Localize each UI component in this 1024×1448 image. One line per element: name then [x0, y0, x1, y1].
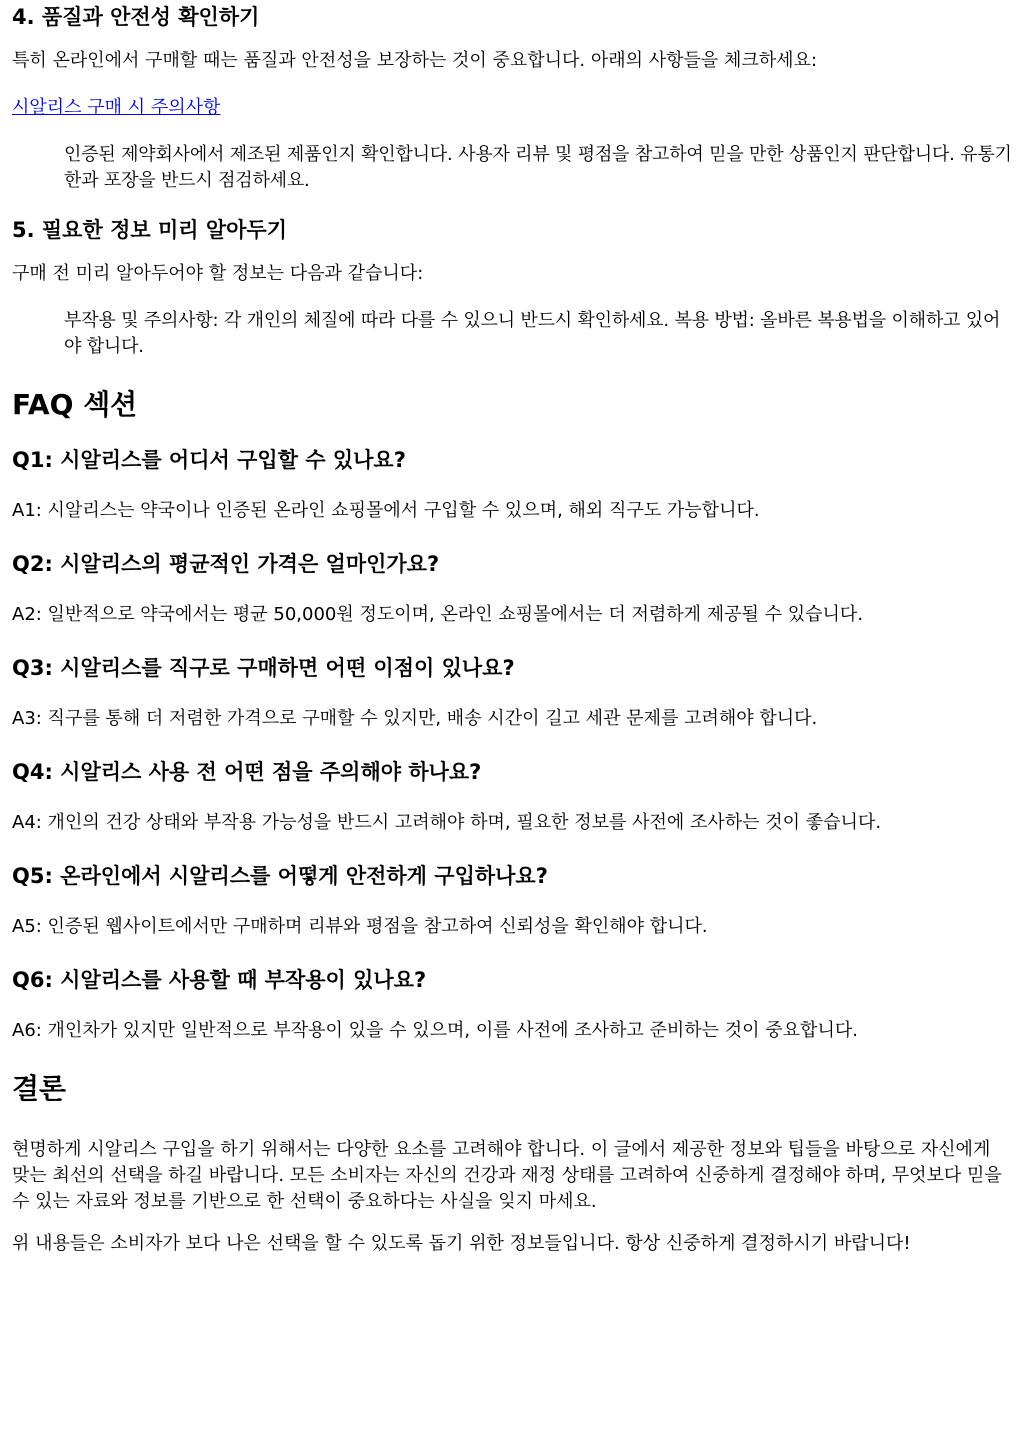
section5-intro: 구매 전 미리 알아두어야 할 정보는 다음과 같습니다:: [12, 263, 424, 284]
faq-question: Q1: 시알리스를 어디서 구입할 수 있나요?: [12, 448, 406, 472]
article: [0, 2, 1024, 1257]
faq-question: Q6: 시알리스를 사용할 때 부작용이 있나요?: [12, 968, 427, 992]
faq-question: Q3: 시알리스를 직구로 구매하면 어떤 이점이 있나요?: [12, 656, 515, 680]
conclusion-heading: 결론: [12, 1072, 67, 1105]
section5-heading: 5. 필요한 정보 미리 알아두기: [12, 218, 287, 242]
faq-question: Q2: 시알리스의 평균적인 가격은 얼마인가요?: [12, 552, 440, 576]
faq-list: [12, 445, 1012, 1044]
link-wrapper: [12, 95, 1012, 121]
section4-quote: 인증된 제약회사에서 제조된 제품인지 확인합니다. 사용자 리뷰 및 평점을 참고하여 믿을 만한 상품인지 판단합니다. 유통기한과 포장을 반드시 점검하세요.: [64, 144, 1012, 191]
faq-item: [12, 861, 1012, 940]
faq-item: [12, 757, 1012, 836]
faq-answer: A1: 시알리스는 약국이나 인증된 온라인 쇼핑몰에서 구입할 수 있으며, 해외 직구도 가능합니다.: [12, 500, 760, 521]
conclusion-paragraph-1: 현명하게 시알리스 구입을 하기 위해서는 다양한 요소를 고려해야 합니다. 이 글에서 제공한 정보와 팁들을 바탕으로 자신에게 맞는 최선의 선택을 하길 바랍니다. 모든 소비자는 자신의 건강과 재정 상태를 고려하여 신중하게 결정해야 하며, 무엇보다 믿을 수 있는 자료와 정보를 기반으로 한 선택이 중요하다는 사실을 잊지 마세요.: [12, 1139, 1002, 1212]
section4-intro: 특히 온라인에서 구매할 때는 품질과 안전성을 보장하는 것이 중요합니다. 아래의 사항들을 체크하세요:: [12, 50, 818, 71]
faq-heading: FAQ 섹션: [12, 388, 138, 421]
faq-answer: A4: 개인의 건강 상태와 부작용 가능성을 반드시 고려해야 하며, 필요한 정보를 사전에 조사하는 것이 좋습니다.: [12, 812, 882, 833]
faq-question: Q5: 온라인에서 시알리스를 어떻게 안전하게 구입하나요?: [12, 864, 548, 888]
faq-item: [12, 445, 1012, 524]
faq-item: [12, 549, 1012, 628]
section5-quote: 부작용 및 주의사항: 각 개인의 체질에 따라 다를 수 있으니 반드시 확인하세요. 복용 방법: 올바른 복용법을 이해하고 있어야 합니다.: [64, 310, 1001, 357]
faq-item: [12, 965, 1012, 1044]
conclusion-paragraph-2: 위 내용들은 소비자가 보다 나은 선택을 할 수 있도록 돕기 위한 정보들입니다. 항상 신중하게 결정하시기 바랍니다!: [12, 1233, 911, 1254]
faq-answer: A5: 인증된 웹사이트에서만 구매하며 리뷰와 평점을 참고하여 신뢰성을 확인해야 합니다.: [12, 916, 708, 937]
faq-question: Q4: 시알리스 사용 전 어떤 점을 주의해야 하나요?: [12, 760, 482, 784]
faq-item: [12, 653, 1012, 732]
faq-answer: A6: 개인차가 있지만 일반적으로 부작용이 있을 수 있으며, 이를 사전에 조사하고 준비하는 것이 중요합니다.: [12, 1020, 858, 1041]
faq-answer: A2: 일반적으로 약국에서는 평균 50,000원 정도이며, 온라인 쇼핑몰에서는 더 저렴하게 제공될 수 있습니다.: [12, 604, 864, 625]
caution-link[interactable]: 시알리스 구매 시 주의사항: [12, 97, 221, 118]
section4-heading: 4. 품질과 안전성 확인하기: [12, 5, 260, 29]
faq-answer: A3: 직구를 통해 더 저렴한 가격으로 구매할 수 있지만, 배송 시간이 길고 세관 문제를 고려해야 합니다.: [12, 708, 818, 729]
